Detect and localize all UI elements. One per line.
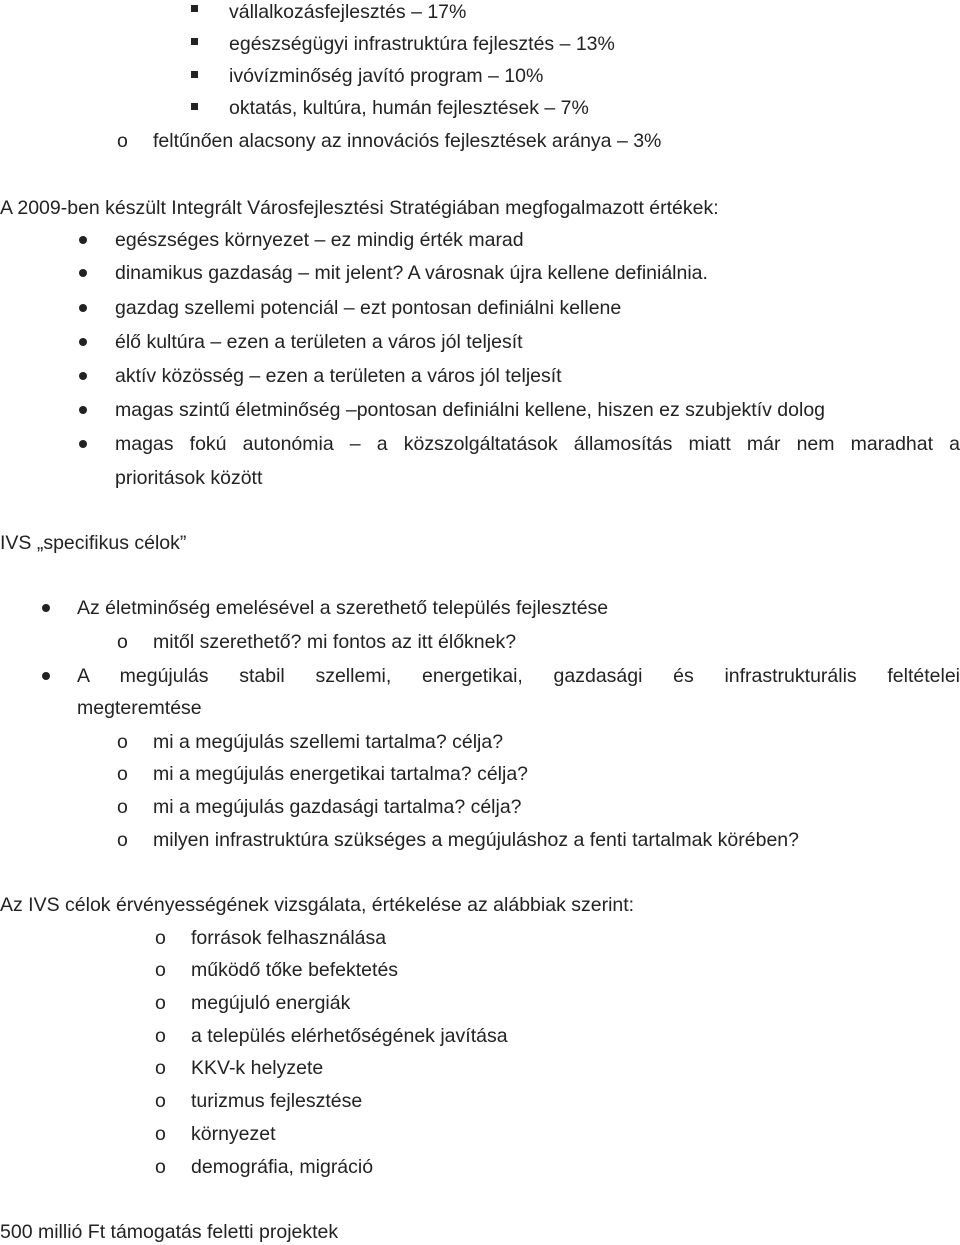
square-bullet-icon bbox=[191, 5, 198, 12]
circle-bullet-icon: o bbox=[155, 1025, 166, 1047]
eval-item: működő tőke befektetés bbox=[191, 959, 399, 981]
circle-bullet-icon: o bbox=[117, 763, 128, 785]
circle-bullet-icon: o bbox=[117, 829, 128, 851]
section-heading: 500 millió Ft támogatás feletti projektek bbox=[0, 1221, 339, 1243]
eval-item: megújuló energiák bbox=[191, 992, 351, 1014]
bullet-icon bbox=[79, 406, 87, 414]
bullet-icon bbox=[79, 304, 87, 312]
list-item-continuation: prioritások között bbox=[115, 467, 263, 489]
circle-bullet-icon: o bbox=[155, 927, 166, 949]
circle-bullet-icon: o bbox=[117, 796, 128, 818]
bullet-icon bbox=[79, 236, 87, 244]
square-bullet-icon bbox=[191, 71, 198, 78]
list-item: élő kultúra – ezen a területen a város jól teljesít bbox=[115, 331, 523, 353]
bullet-icon bbox=[79, 440, 87, 448]
circle-bullet-icon: o bbox=[155, 1123, 166, 1145]
sub-item: mitől szerethető? mi fontos az itt élőknek? bbox=[153, 631, 517, 653]
list-item: aktív közösség – ezen a területen a város jól teljesít bbox=[115, 365, 562, 387]
circle-bullet-icon: o bbox=[117, 130, 128, 152]
eval-item: demográfia, migráció bbox=[191, 1156, 374, 1178]
eval-item: környezet bbox=[191, 1123, 276, 1145]
section-heading: A 2009-ben készült Integrált Városfejlesztési Stratégiában megfogalmazott értékek: bbox=[0, 197, 719, 219]
circle-bullet-icon: o bbox=[155, 1156, 166, 1178]
eval-item: források felhasználása bbox=[191, 927, 387, 949]
eval-item: turizmus fejlesztése bbox=[191, 1090, 363, 1112]
bullet-icon bbox=[79, 372, 87, 380]
list-item: magas szintű életminőség –pontosan definiálni kellene, hiszen ez szubjektív dolog bbox=[115, 399, 826, 421]
sub-item: mi a megújulás energetikai tartalma? célja? bbox=[153, 763, 529, 785]
circle-bullet-icon: o bbox=[117, 731, 128, 753]
square-bullet-icon bbox=[191, 103, 198, 110]
section-heading: IVS „specifikus célok” bbox=[0, 532, 187, 554]
goal-item: Az életminőség emelésével a szerethető település fejlesztése bbox=[77, 597, 609, 619]
list-item: feltűnően alacsony az innovációs fejlesztések aránya – 3% bbox=[153, 130, 662, 152]
eval-item: KKV-k helyzete bbox=[191, 1057, 324, 1079]
circle-bullet-icon: o bbox=[155, 959, 166, 981]
list-item: gazdag szellemi potenciál – ezt pontosan definiálni kellene bbox=[115, 297, 622, 319]
list-item: magas fokú autonómia – a közszolgáltatások államosítás miatt már nem maradhat a bbox=[115, 433, 960, 455]
bullet-icon bbox=[79, 338, 87, 346]
list-item: egészséges környezet – ez mindig érték marad bbox=[115, 229, 524, 251]
circle-bullet-icon: o bbox=[155, 992, 166, 1014]
eval-item: a település elérhetőségének javítása bbox=[191, 1025, 508, 1047]
bullet-icon bbox=[42, 672, 50, 680]
sub-item: milyen infrastruktúra szükséges a megújuláshoz a fenti tartalmak körében? bbox=[153, 829, 799, 851]
list-item: ivóvízminőség javító program – 10% bbox=[229, 65, 544, 87]
bullet-icon bbox=[79, 269, 87, 277]
list-item: dinamikus gazdaság – mit jelent? A városnak újra kellene definiálnia. bbox=[115, 262, 708, 284]
circle-bullet-icon: o bbox=[117, 631, 128, 653]
sub-item: mi a megújulás szellemi tartalma? célja? bbox=[153, 731, 504, 753]
goal-item: A megújulás stabil szellemi, energetikai, gazdasági és infrastrukturális feltételei bbox=[77, 665, 960, 687]
list-item: oktatás, kultúra, humán fejlesztések – 7% bbox=[229, 97, 589, 119]
goal-item-continuation: megteremtése bbox=[77, 697, 202, 719]
list-item: vállalkozásfejlesztés – 17% bbox=[229, 1, 467, 23]
list-item: egészségügyi infrastruktúra fejlesztés – 13% bbox=[229, 33, 615, 55]
sub-item: mi a megújulás gazdasági tartalma? célja? bbox=[153, 796, 522, 818]
section-heading: Az IVS célok érvényességének vizsgálata, értékelése az alábbiak szerint: bbox=[0, 894, 635, 916]
bullet-icon bbox=[42, 604, 50, 612]
circle-bullet-icon: o bbox=[155, 1057, 166, 1079]
circle-bullet-icon: o bbox=[155, 1090, 166, 1112]
square-bullet-icon bbox=[191, 38, 198, 45]
